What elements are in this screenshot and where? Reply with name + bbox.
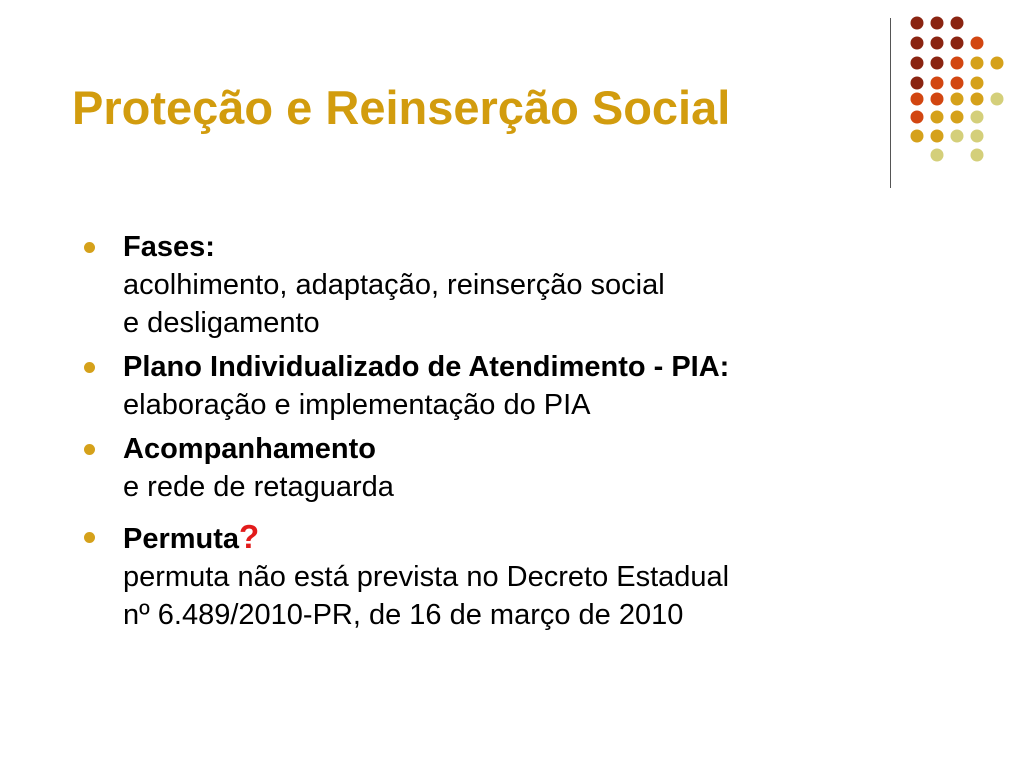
decorative-dot — [911, 93, 924, 106]
bullet-list — [84, 228, 984, 634]
decorative-dot — [971, 130, 984, 143]
decorative-dot — [911, 37, 924, 50]
decorative-dot — [991, 57, 1004, 70]
bullet-heading: Acompanhamento — [123, 433, 376, 465]
decorative-dot — [931, 77, 944, 90]
decorative-dot — [911, 130, 924, 143]
bullet-item-acompanhamento — [84, 430, 984, 506]
decorative-dot — [931, 17, 944, 30]
bullet-text-line: elaboração e implementação do PIA — [123, 389, 591, 421]
bullet-item-pia — [84, 348, 984, 424]
bullet-heading: Plano Individualizado de Atendimento - PIA: — [123, 351, 730, 383]
decorative-dot — [971, 149, 984, 162]
decorative-dot — [931, 37, 944, 50]
question-mark: ? — [239, 518, 260, 555]
decorative-dot — [951, 17, 964, 30]
decorative-dot — [951, 130, 964, 143]
decorative-dot — [951, 93, 964, 106]
bullet-marker — [84, 532, 95, 543]
bullet-text-line: nº 6.489/2010-PR, de 16 de março de 2010 — [123, 599, 684, 631]
decorative-dot — [951, 37, 964, 50]
decorative-dot — [951, 57, 964, 70]
bullet-marker — [84, 362, 95, 373]
decorative-dot — [931, 130, 944, 143]
bullet-text-line: acolhimento, adaptação, reinserção social — [123, 269, 665, 301]
decorative-dot — [971, 77, 984, 90]
decorative-dot — [911, 17, 924, 30]
decorative-dot-grid — [0, 0, 1024, 200]
bullet-marker — [84, 242, 95, 253]
decorative-dot — [931, 149, 944, 162]
decorative-dot — [931, 57, 944, 70]
slide-title: Proteção e Reinserção Social — [72, 81, 731, 134]
bullet-item-fases — [84, 228, 984, 342]
decorative-dot — [971, 57, 984, 70]
decorative-dot — [911, 77, 924, 90]
decorative-dot — [931, 93, 944, 106]
decorative-dot — [991, 93, 1004, 106]
bullet-heading-text: Permuta — [123, 523, 240, 555]
decorative-dot — [951, 111, 964, 124]
decorative-dot — [971, 37, 984, 50]
decorative-dot — [951, 77, 964, 90]
decorative-dot — [911, 111, 924, 124]
decorative-dot — [911, 57, 924, 70]
bullet-text-line: e rede de retaguarda — [123, 471, 394, 503]
decorative-dot — [971, 111, 984, 124]
bullet-heading — [123, 518, 984, 558]
bullet-marker — [84, 444, 95, 455]
bullet-heading: Fases: — [123, 231, 215, 263]
bullet-item-permuta — [84, 518, 984, 634]
bullet-text-line: e desligamento — [123, 307, 320, 339]
decorative-dot — [971, 93, 984, 106]
decorative-dot — [931, 111, 944, 124]
bullet-text-line: permuta não está prevista no Decreto Estadual — [123, 561, 730, 593]
